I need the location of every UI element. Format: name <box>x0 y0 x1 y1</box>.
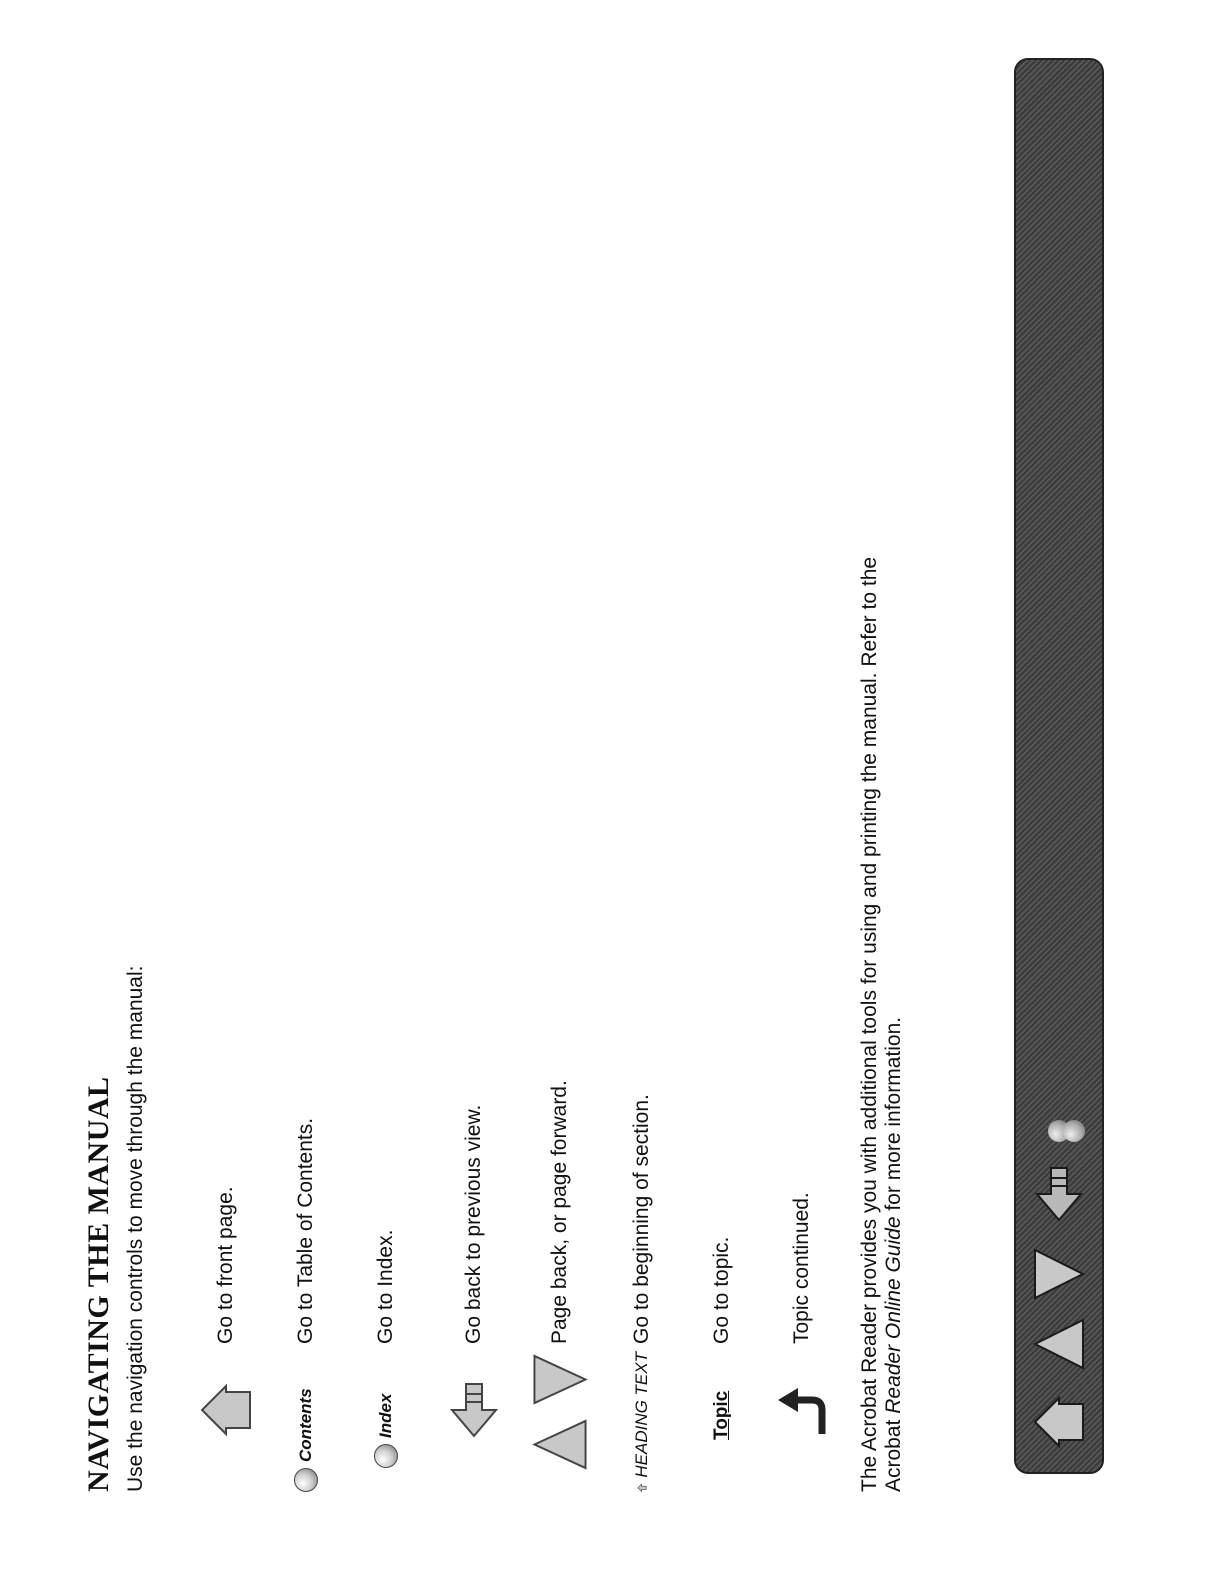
control-description: Topic continued. <box>790 1192 813 1344</box>
navigation-bar <box>1014 58 1104 1474</box>
acrobat-info-line2-suffix: for more information. <box>882 1016 905 1217</box>
home-icon <box>1029 1392 1089 1452</box>
control-row-continued <box>772 484 832 1584</box>
home-control[interactable] <box>196 1352 256 1492</box>
heading-control[interactable] <box>612 1352 672 1492</box>
section-up-icon <box>627 1484 657 1492</box>
page-forward-icon <box>1029 1246 1089 1302</box>
control-row-topic <box>692 484 752 1584</box>
navbar-index-button[interactable] <box>1046 1120 1102 1142</box>
contents-control[interactable] <box>276 1352 336 1492</box>
page-arrows-control[interactable] <box>530 1352 590 1492</box>
acrobat-info-line2-prefix: Acrobat <box>882 1413 905 1492</box>
control-row-back <box>444 484 504 1584</box>
control-description: Go to Table of Contents. <box>294 1117 317 1344</box>
control-description: Go to topic. <box>710 1236 733 1344</box>
control-description: Go to Index. <box>374 1229 397 1344</box>
control-row-front-page <box>196 484 256 1584</box>
index-dot-icon <box>1063 1120 1085 1142</box>
topic-link[interactable]: Topic <box>711 1390 732 1440</box>
page-title: NAVIGATING THE MANUAL <box>82 1076 115 1492</box>
home-icon <box>198 1380 254 1440</box>
navbar-page-forward-button[interactable] <box>1016 1246 1102 1302</box>
control-description: Go to front page. <box>214 1186 237 1344</box>
page-back-icon[interactable] <box>530 1417 590 1472</box>
navbar-home-button[interactable] <box>1016 1392 1102 1452</box>
control-row-index <box>356 484 416 1584</box>
contents-label: Contents <box>296 1388 315 1462</box>
index-button-icon <box>374 1444 398 1468</box>
index-control[interactable] <box>356 1352 416 1492</box>
navbar-page-back-button[interactable] <box>1016 1316 1102 1372</box>
contents-button-icon <box>294 1468 318 1492</box>
intro-text: Use the navigation controls to move through the manual: <box>124 965 147 1492</box>
acrobat-info-line1: The Acrobat Reader provides you with additional tools for using and printing the manual. Refer to the <box>858 556 881 1492</box>
page-back-icon <box>1029 1316 1089 1372</box>
back-icon <box>446 1380 502 1440</box>
back-icon <box>1029 1164 1089 1224</box>
acrobat-info-paragraph <box>858 192 906 1492</box>
navbar-back-button[interactable] <box>1016 1164 1102 1224</box>
back-control[interactable] <box>444 1352 504 1492</box>
control-row-page-arrows <box>530 484 590 1584</box>
index-label: Index <box>376 1393 395 1438</box>
continued-arrow-icon <box>774 1384 830 1440</box>
control-description: Page back, or page forward. <box>548 1080 571 1344</box>
topic-control[interactable] <box>692 1352 752 1492</box>
continued-control[interactable] <box>772 1352 832 1492</box>
page-forward-icon[interactable] <box>530 1352 590 1407</box>
control-description: Go to beginning of section. <box>630 1094 653 1344</box>
reader-online-guide-title: Reader Online Guide <box>882 1216 905 1414</box>
control-row-heading <box>612 484 672 1584</box>
control-description: Go back to previous view. <box>462 1104 485 1344</box>
heading-text-label: HEADING TEXT <box>632 1352 651 1478</box>
control-row-contents <box>276 484 336 1584</box>
